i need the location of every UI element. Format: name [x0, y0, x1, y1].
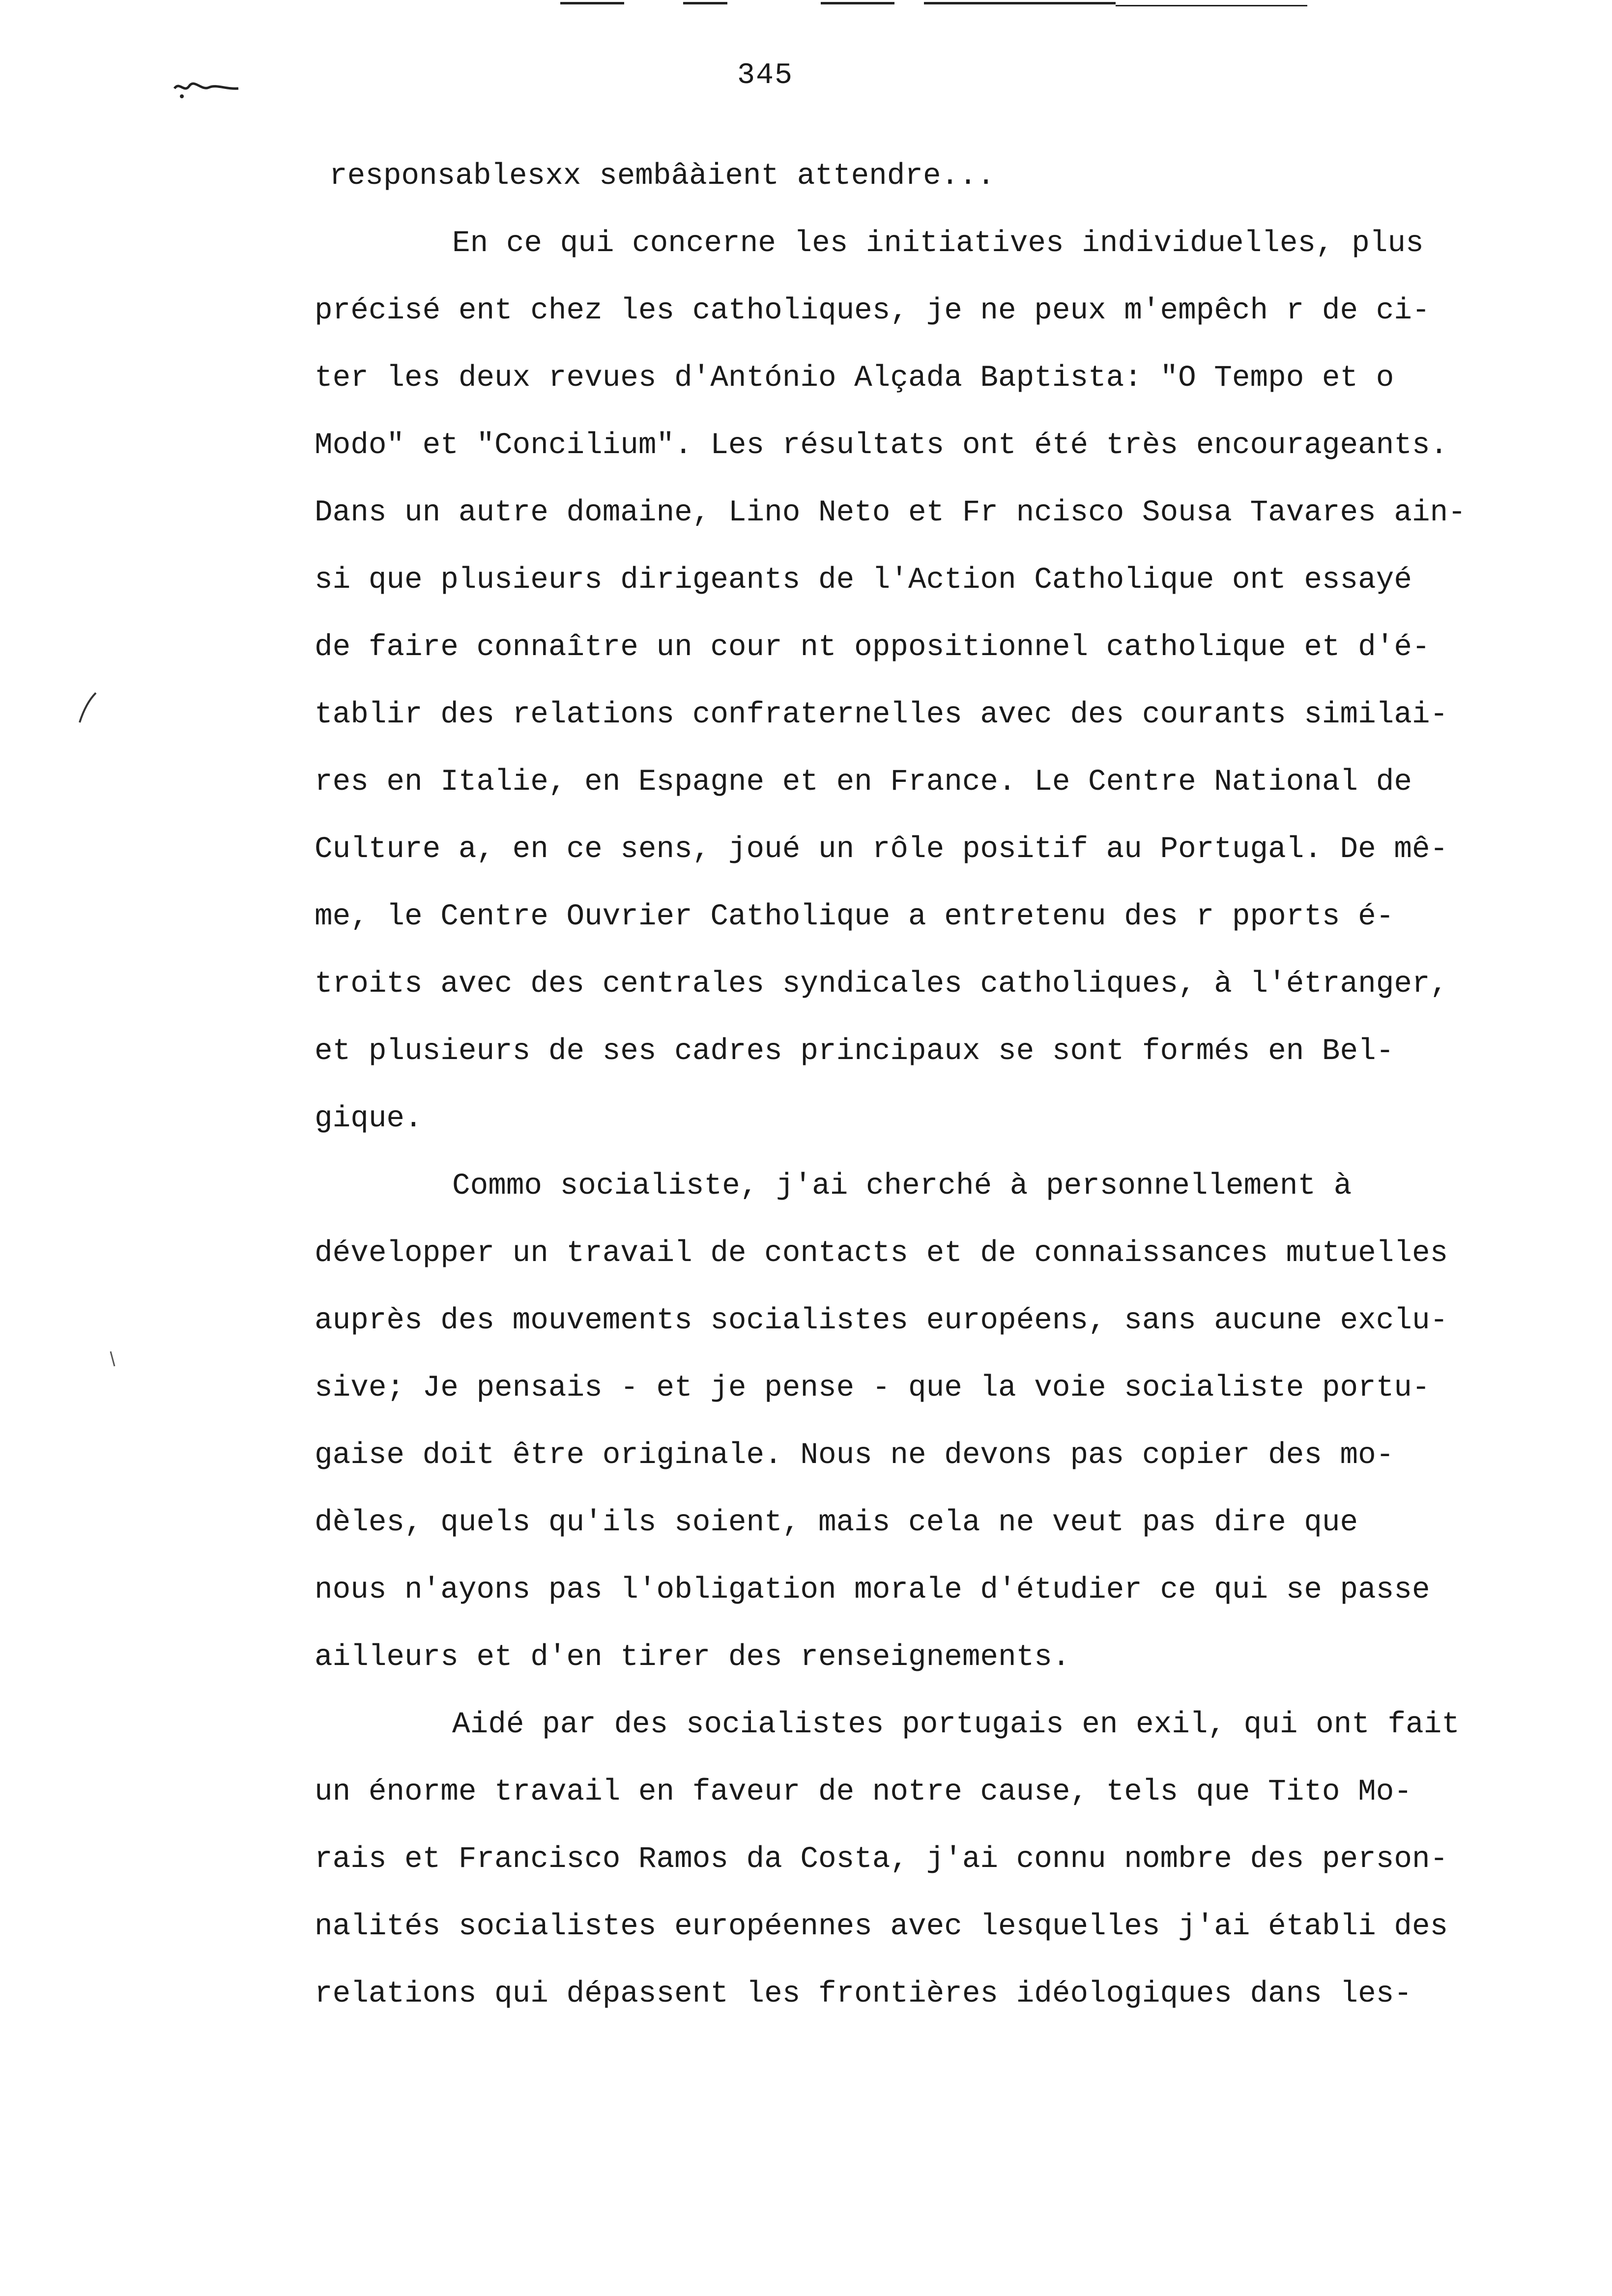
- margin-scribble-icon: [172, 79, 241, 98]
- text-line: nalités socialistes européennes avec lesquelles j'ai établi des: [315, 1910, 1448, 1944]
- text-line: précisé ent chez les catholiques, je ne peux m'empêch r de ci-: [315, 294, 1430, 328]
- text-line: de faire connaître un cour nt oppositionnel catholique et d'é-: [315, 631, 1430, 664]
- text-line: responsablesxx sembâàient attendre...: [329, 159, 995, 193]
- margin-dash-icon: [101, 1342, 130, 1381]
- text-line: rais et Francisco Ramos da Costa, j'ai connu nombre des person-: [315, 1842, 1448, 1876]
- text-line: et plusieurs de ses cadres principaux se sont formés en Bel-: [315, 1034, 1394, 1068]
- paragraph-2: [315, 210, 1583, 1152]
- top-rule-1: [560, 2, 624, 4]
- paragraph-1: [315, 143, 1583, 210]
- text-line: troits avec des centrales syndicales catholiques, à l'étranger,: [315, 967, 1448, 1001]
- text-line: si que plusieurs dirigeants de l'Action Catholique ont essayé: [315, 563, 1412, 597]
- text-line: un énorme travail en faveur de notre cause, tels que Tito Mo-: [315, 1775, 1412, 1809]
- text-line: Dans un autre domaine, Lino Neto et Fr ncisco Sousa Tavares ain-: [315, 496, 1466, 530]
- top-rule-5: [1116, 5, 1307, 6]
- page-number: 345: [737, 59, 794, 92]
- text-line: me, le Centre Ouvrier Catholique a entretenu des r pports é-: [315, 900, 1394, 934]
- text-line: Aidé par des socialistes portugais en exil, qui ont fait: [452, 1708, 1460, 1742]
- text-line: Commo socialiste, j'ai cherché à personnellement à: [452, 1169, 1352, 1203]
- text-line: sive; Je pensais - et je pense - que la voie socialiste portu-: [315, 1371, 1430, 1405]
- text-line: ailleurs et d'en tirer des renseignements.: [315, 1640, 1070, 1674]
- text-line: Culture a, en ce sens, joué un rôle positif au Portugal. De mê-: [315, 832, 1448, 866]
- top-rule-4: [924, 2, 1116, 4]
- text-line: res en Italie, en Espagne et en France. Le Centre National de: [315, 765, 1412, 799]
- margin-tick-icon: [74, 688, 103, 727]
- body-text: [315, 143, 1583, 2028]
- text-line: En ce qui concerne les initiatives individuelles, plus: [452, 227, 1424, 260]
- text-line: gaise doit être originale. Nous ne devons pas copier des mo-: [315, 1438, 1394, 1472]
- top-rule-2: [683, 2, 727, 4]
- text-line: gique.: [315, 1102, 423, 1136]
- text-line: tablir des relations confraternelles avec des courants similai-: [315, 698, 1448, 732]
- text-line: dèles, quels qu'ils soient, mais cela ne veut pas dire que: [315, 1506, 1358, 1540]
- paragraph-3: [315, 1152, 1583, 1691]
- paragraph-4: [315, 1691, 1583, 2028]
- text-line: auprès des mouvements socialistes européens, sans aucune exclu-: [315, 1304, 1448, 1338]
- text-line: ter les deux revues d'António Alçada Baptista: "O Tempo et o: [315, 361, 1394, 395]
- text-line: nous n'ayons pas l'obligation morale d'étudier ce qui se passe: [315, 1573, 1430, 1607]
- text-line: Modo" et "Concilium". Les résultats ont été très encourageants.: [315, 429, 1448, 462]
- text-line: développer un travail de contacts et de connaissances mutuelles: [315, 1236, 1448, 1270]
- text-line: relations qui dépassent les frontières idéologiques dans les-: [315, 1977, 1412, 2011]
- top-rule-3: [821, 2, 894, 4]
